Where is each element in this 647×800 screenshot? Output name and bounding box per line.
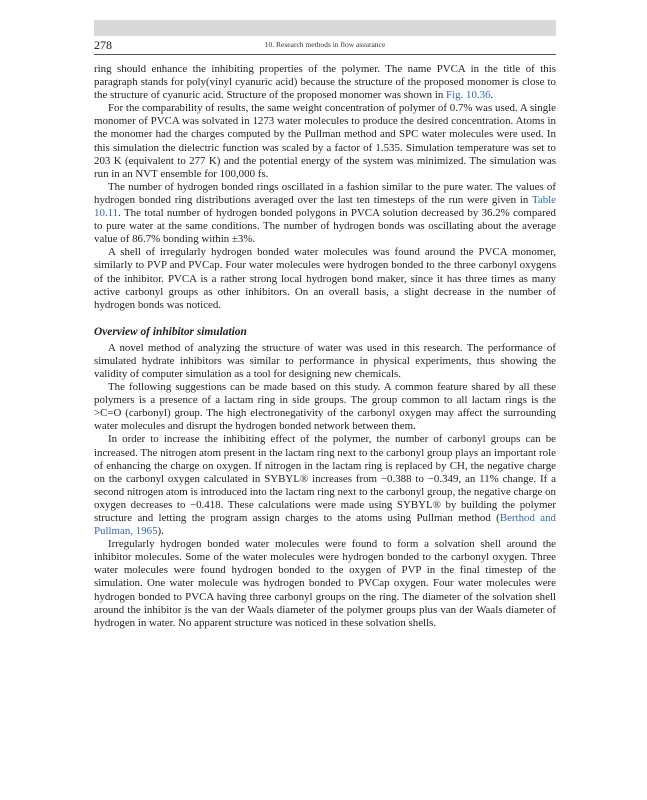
section-paragraph-1: A novel method of analyzing the structure of water was used in this research. The performance of simulated hydrate inhibitors was similar to performance in physical experiments, thus showing the validity of computer simulation as a tool for designing new chemicals. [94,341,556,380]
paragraph-4: A shell of irregularly hydrogen bonded water molecules was found around the PVCA monomer, similarly to PVP and PVCap. Four water molecules were hydrogen bonded to the three carbonyl oxygens of the inhibitor. PVCA is a rather strong local hydrogen bond maker, since it has three times as many active carbonyl groups as other inhibitors. On an overall basis, a slight decrease in the number of hydrogen bonds was noticed. [94,246,556,311]
table-link[interactable]: Table 10.11 [94,193,556,220]
running-header [94,38,556,52]
paragraph-3: The number of hydrogen bonded rings oscillated in a fashion similar to the pure water. The values of hydrogen bonded ring distributions averaged over the last ten timesteps of the run were given in Table 10.11. The total number of hydrogen bonded polygons in PVCA solution decreased by 36.2% compared to pure water at the same conditions. The number of hydrogen bonds was oscillating about the average value of 86.7% bonding within ±3%. [94,180,556,246]
section-paragraph-4: Irregularly hydrogen bonded water molecules were found to form a solvation shell around the inhibitor molecules. Some of the water molecules were hydrogen bonded to the carbonyl oxygen. Three water molecules were found hydrogen bonded to the oxygen of PVP in the final timestep of the simulation. One water molecule was hydrogen bonded to PVCap oxygen. Four water molecules were hydrogen bonded to PVCA having three carbonyl groups on the ring. The diameter of the solvation shell around the inhibitor is the van der Waals diameter of the polymer groups plus van der Waals diameter of hydrogen in water. No apparent structure was noticed in these solvation shells. [94,538,556,629]
page-number: 278 [94,38,112,52]
section-paragraph-3: In order to increase the inhibiting effect of the polymer, the number of carbonyl groups can be increased. The nitrogen atom present in the lactam ring next to the carbonyl group plays an important role of enhancing the charge on oxygen. If nitrogen in the lactam ring is replaced by CH, the negative charge on the carbonyl oxygen calculated in SYBYL® increases from −0.388 to −0.349, an 11% change. If a second nitrogen atom is introduced into the lactam ring next to the carbonyl group, the negative charge on oxygen decreases to −0.418. These calculations were made using SYBYL® by building the polymer structure and letting the program assign charges to the atoms using Pullman method (Berthod and Pullman, 1965). [94,433,556,538]
figure-link[interactable]: Fig. 10.36 [446,89,491,102]
section-heading: Overview of inhibitor simulation [94,325,247,338]
paragraph-1: ring should enhance the inhibiting properties of the polymer. The name PVCA in the title of this paragraph stands for poly(vinyl cyanuric acid) because the structure of the proposed monomer is close to the structure of cyanuric acid. Structure of the proposed monomer was shown in Fig. 10.36. [94,63,556,102]
section-paragraph-2: The following suggestions can be made based on this study. A common feature shared by all these polymers is a presence of a lactam ring in side groups. The group common to all lactam rings is the >C=O (carbonyl) group. The high electronegativity of the carbonyl oxygen may affect the surrounding water molecules and disrupt the hydrogen bonded network between them. [94,381,556,433]
header-bar [94,20,556,36]
citation-link[interactable]: Berthod and Pullman, 1965 [94,512,556,538]
running-title: 10. Research methods in flow assurance [264,40,386,49]
header-divider [94,54,556,55]
paragraph-2: For the comparability of results, the same weight concentration of polymer of 0.7% was used. A single monomer of PVCA was solvated in 1273 water molecules to produce the desired concentration. Atoms in the monomer had the charges computed by the Pullman method and SPC water molecules were used. In this simulation the dielectric function was scaled by a factor of 1.535. Simulation temperature was set to 203 K (equivalent to 277 K) and the potential energy of the system was minimized. The simulation was run in an NVT ensemble for 100,000 fs. [94,102,556,180]
body-text [94,63,556,630]
